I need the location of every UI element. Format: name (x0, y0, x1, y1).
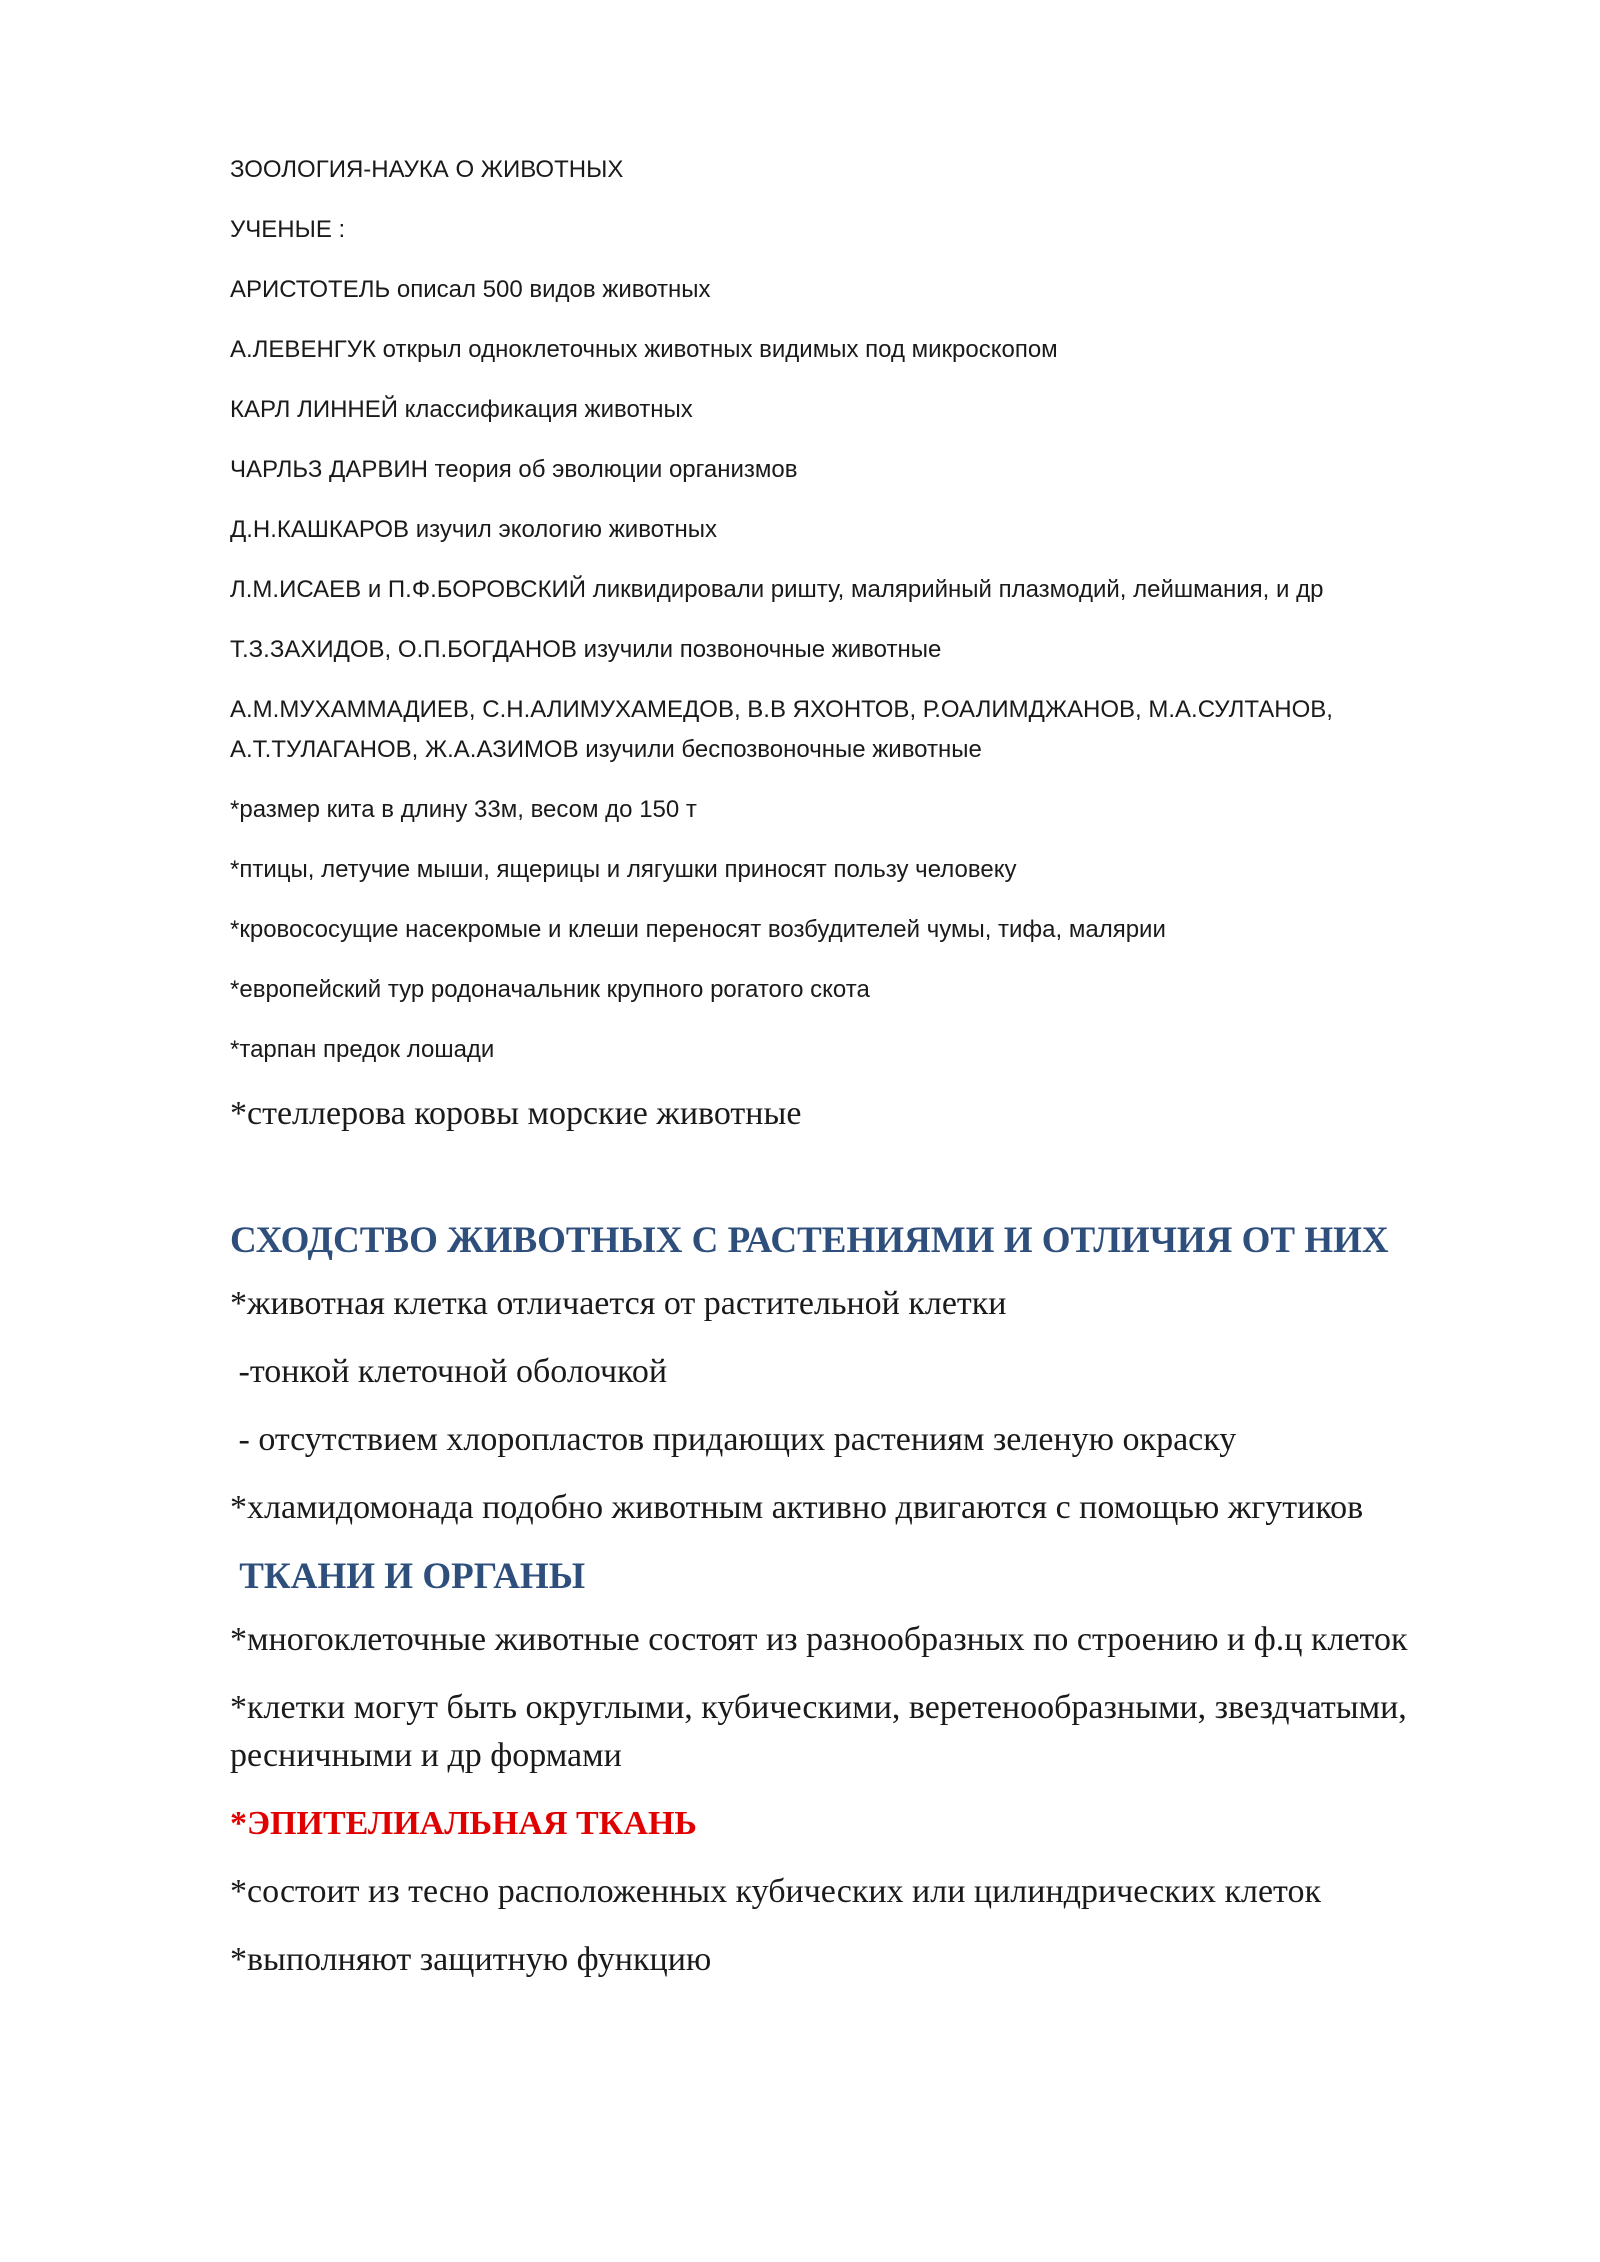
body-line: - отсутствием хлоропластов придающих растениям зеленую окраску (230, 1421, 1237, 1458)
fact-line: *птицы, летучие мыши, ящерицы и лягушки приносят пользу человеку (230, 856, 1017, 883)
scientist-line: А.ЛЕВЕНГУК открыл одноклеточных животных видимых под микроскопом (230, 336, 1058, 363)
scientists-label: УЧЕНЫЕ : (230, 216, 346, 243)
body-line: *клетки могут быть округлыми, кубическими, веретенообразными, звездчатыми, ресничными и др формами (230, 1689, 1407, 1774)
fact-line: *кровососущие насекромые и клеши переносят возбудителей чумы, тифа, малярии (230, 916, 1166, 943)
scientist-line: Т.З.ЗАХИДОВ, О.П.БОГДАНОВ изучили позвоночные животные (230, 636, 942, 663)
fact-line: *размер кита в длину 33м, весом до 150 т (230, 796, 697, 823)
fact-line: *тарпан предок лошади (230, 1036, 495, 1063)
scientist-line: А.М.МУХАММАДИЕВ, С.Н.АЛИМУХАМЕДОВ, В.В ЯХОНТОВ, Р.ОАЛИМДЖАНОВ, М.А.СУЛТАНОВ, А.Т.ТУЛАГАНОВ, Ж.А.АЗИМОВ изучили беспозвоночные животные (230, 696, 1333, 763)
body-line: *многоклеточные животные состоят из разнообразных по строению и ф.ц клеток (230, 1621, 1408, 1658)
body-line: -тонкой клеточной оболочкой (230, 1353, 668, 1390)
body-line: *выполняют защитную функцию (230, 1941, 712, 1978)
body-line: *состоит из тесно расположенных кубических или цилиндрических клеток (230, 1873, 1321, 1910)
section-heading-epithelial: *ЭПИТЕЛИАЛЬНАЯ ТКАНЬ (230, 1805, 697, 1842)
scientist-line: Д.Н.КАШКАРОВ изучил экологию животных (230, 516, 717, 543)
document-content (230, 150, 1480, 2004)
fact-line: *европейский тур родоначальник крупного рогатого скота (230, 976, 870, 1003)
section-heading-tissues: ТКАНИ И ОРГАНЫ (230, 1556, 586, 1597)
body-line: *животная клетка отличается от растительной клетки (230, 1285, 1007, 1322)
section-heading-similarity: СХОДСТВО ЖИВОТНЫХ С РАСТЕНИЯМИ И ОТЛИЧИЯ ОТ НИХ (230, 1220, 1389, 1261)
body-line: *хламидомонада подобно животным активно двигаются с помощью жгутиков (230, 1489, 1364, 1526)
scientist-line: КАРЛ ЛИННЕЙ классификация животных (230, 396, 693, 423)
fact-line-large: *стеллерова коровы морские животные (230, 1095, 802, 1132)
scientist-line: АРИСТОТЕЛЬ описал 500 видов животных (230, 276, 711, 303)
scientist-line: ЧАРЛЬЗ ДАРВИН теория об эволюции организмов (230, 456, 798, 483)
document-title: ЗООЛОГИЯ-НАУКА О ЖИВОТНЫХ (230, 156, 624, 183)
scientist-line: Л.М.ИСАЕВ и П.Ф.БОРОВСКИЙ ликвидировали ришту, малярийный плазмодий, лейшмания, и др (230, 576, 1324, 603)
